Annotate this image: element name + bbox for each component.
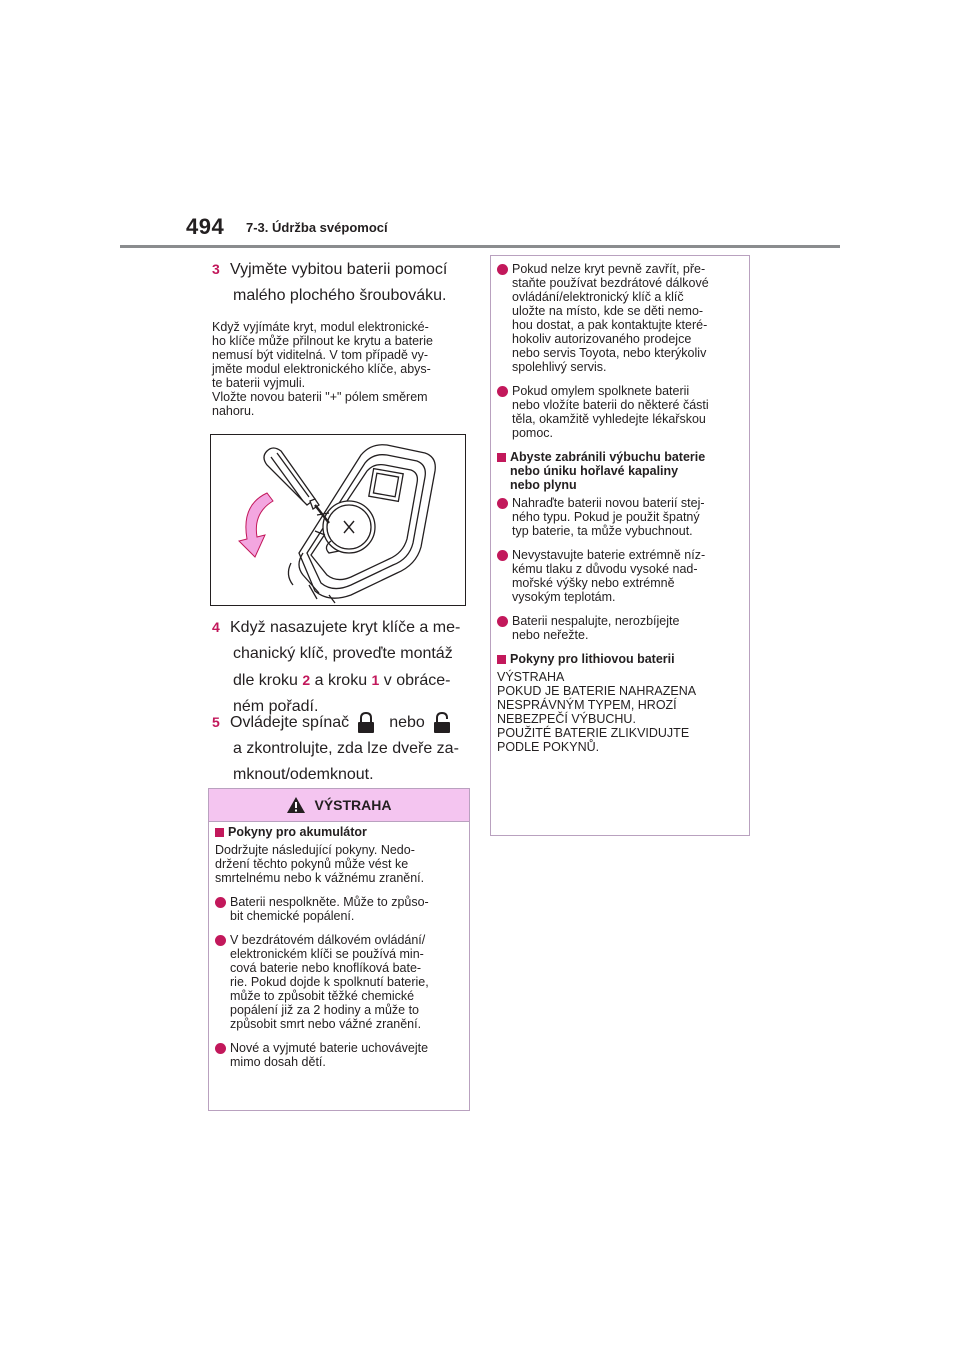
text-line: Baterii nespolkněte. Může to způso- (230, 895, 429, 909)
step-text (212, 667, 474, 694)
text-line: NESPRÁVNÝM TYPEM, HROZÍ (497, 698, 677, 712)
text-line: staňte používat bezdrátové dálkové (512, 276, 709, 290)
text-fragment: a kroku (310, 672, 372, 689)
text-line: POKUD JE BATERIE NAHRAZENA (497, 684, 697, 698)
text-line: POUŽITÉ BATERIE ZLIKVIDUJTE (497, 726, 690, 740)
text-line: ného typu. Pokud je použit špatný (512, 510, 700, 524)
step-ref: 2 (302, 672, 311, 688)
note-line: Když vyjímáte kryt, modul elektronické- (212, 320, 429, 334)
text-line: Nové a vyjmuté baterie uchovávejte (230, 1041, 429, 1055)
step-text: mknout/odemknout. (233, 766, 374, 783)
warning-heading: Pokyny pro lithiovou baterii (497, 652, 743, 666)
warning-bullet (497, 548, 743, 604)
step-number: 3 (212, 261, 220, 277)
text-line: PODLE POKYNŮ. (497, 740, 600, 754)
text-line: nebo úniku hořlavé kapaliny (510, 464, 679, 478)
text-line: nebo neřežte. (512, 628, 589, 642)
warning-bullet (215, 895, 463, 923)
text-line: rie. Pokud dojde k spolknutí baterie, (230, 975, 429, 989)
text-line: mořské výšky nebo extrémně (512, 576, 675, 590)
step-text: Když nasazujete kryt klíče a me- (230, 619, 461, 636)
note-line: jměte modul elektronického klíče, abys- (212, 362, 431, 376)
warning-triangle-icon (286, 796, 306, 814)
step-text: Ovládejte spínač (230, 714, 350, 731)
text-line: cová baterie nebo knoflíková bate- (230, 961, 422, 975)
battery-removal-illustration (210, 434, 466, 606)
step-number: 5 (212, 714, 220, 730)
step-number: 4 (212, 619, 220, 635)
note-line: nahoru. (212, 404, 255, 418)
text-line: Baterii nespalujte, nerozbíjejte (512, 614, 680, 628)
text-line: mimo dosah dětí. (230, 1055, 326, 1069)
text-line: smrtelnému nebo k vážnému zranění. (215, 871, 425, 885)
text-line: nebo vložíte baterii do některé části (512, 398, 709, 412)
text-line: popálení již za 2 hodiny a může to (230, 1003, 420, 1017)
text-line: kému tlaku z důvodu vysoké nad- (512, 562, 698, 576)
text-line: spolehlivý servis. (512, 360, 607, 374)
step-3 (212, 256, 472, 309)
text-line: držení těchto pokynů může vést ke (215, 857, 409, 871)
rotate-arrow-icon (239, 493, 273, 557)
step-4 (212, 614, 474, 720)
warning-intro (215, 843, 463, 885)
text-line: Nevystavujte baterie extrémně níz- (512, 548, 706, 562)
step-text: ném pořadí. (233, 698, 319, 715)
text-line: uložte na místo, kde se děti nemo- (512, 304, 704, 318)
warning-box-battery (208, 788, 470, 1111)
step-text: a zkontrolujte, zda lze dveře za- (233, 740, 459, 757)
text-line: Abyste zabránili výbuchu baterie (510, 450, 706, 464)
text-line: vysokým teplotám. (512, 590, 616, 604)
text-line: těla, okamžitě vyhledejte lékařskou (512, 412, 706, 426)
warning-title: VÝSTRAHA (314, 797, 392, 813)
note-line: ho klíče může přilnout ke krytu a baterie (212, 334, 433, 348)
warning-box-continued (490, 255, 750, 836)
step-3-note (212, 320, 472, 390)
text-line: NEBEZPEČÍ VÝBUCHU. (497, 712, 636, 726)
text-line: nebo plynu (510, 478, 577, 492)
text-line: hou dostat, a pak kontaktujte které- (512, 318, 708, 332)
text-fragment: dle kroku (233, 672, 303, 689)
key-fob-screwdriver-drawing (211, 435, 465, 605)
unlock-icon (433, 712, 451, 734)
step-text: chanický klíč, proveďte montáž (233, 645, 453, 662)
step-ref: 1 (371, 672, 380, 688)
section-title: 7-3. Údržba svépomocí (246, 220, 388, 235)
header-rule (120, 245, 840, 248)
warning-heading: Pokyny pro akumulátor (215, 825, 463, 839)
text-line: Nahraďte baterii novou baterií stej- (512, 496, 705, 510)
step-text: Vyjměte vybitou baterii pomocí (230, 261, 448, 278)
warning-bullet (497, 384, 743, 440)
warning-bullet (497, 496, 743, 538)
text-line: může to způsobit těžké chemické (230, 989, 415, 1003)
text-line: Dodržujte následující pokyny. Nedo- (215, 843, 415, 857)
step-3-note-battery (212, 390, 472, 418)
text-line: VÝSTRAHA (497, 670, 565, 684)
warning-caps-text (497, 670, 743, 754)
text-line: způsobit smrt nebo vážné zranění. (230, 1017, 422, 1031)
text-line: elektronickém klíči se používá min- (230, 947, 424, 961)
text-line: Pokud omylem spolknete baterii (512, 384, 690, 398)
warning-bullet (215, 1041, 463, 1069)
warning-bullet (497, 614, 743, 642)
step-text: malého plochého šroubováku. (233, 287, 447, 304)
text-line: hokoliv autorizovaného prodejce (512, 332, 692, 346)
text-line: Pokud nelze kryt pevně zavřít, pře- (512, 262, 706, 276)
note-line: nemusí být viditelná. V tom případě vy- (212, 348, 429, 362)
text-line: V bezdrátovém dálkovém ovládání/ (230, 933, 426, 947)
note-line: Vložte novou baterii "+" pólem směrem (212, 390, 428, 404)
text-line: ovládání/elektronický klíč a klíč (512, 290, 684, 304)
step-5 (212, 709, 474, 788)
page-number: 494 (186, 214, 225, 239)
note-line: te baterii vyjmuli. (212, 376, 306, 390)
text-line: bit chemické popálení. (230, 909, 355, 923)
warning-bullet (215, 933, 463, 1031)
text-line: typ baterie, ta může vybuchnout. (512, 524, 693, 538)
warning-header (209, 789, 469, 822)
text-line: pomoc. (512, 426, 553, 440)
lock-icon (357, 712, 375, 734)
text-line: nebo servis Toyota, nebo kterýkoliv (512, 346, 707, 360)
warning-heading (497, 450, 743, 492)
step-text: nebo (389, 714, 425, 731)
warning-bullet (497, 262, 743, 374)
text-fragment: v obráce- (379, 672, 451, 689)
